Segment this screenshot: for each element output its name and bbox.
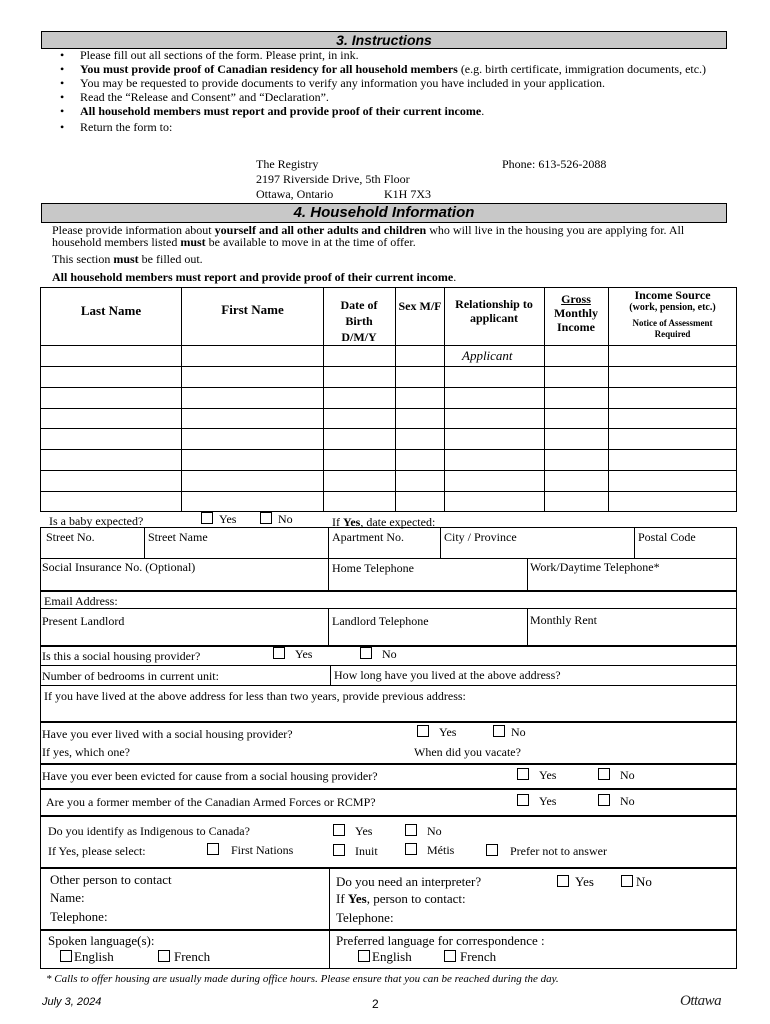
evicted-yes-option[interactable] [517, 768, 556, 782]
indigenous-yes-option[interactable] [333, 824, 372, 838]
footer-date: July 3, 2024 [42, 996, 102, 1008]
apartment-no-label: Apartment No. [332, 530, 404, 544]
text: Yes [343, 515, 361, 529]
intro-end: be available to move in at the time of offer. [205, 235, 416, 249]
checkbox[interactable] [360, 647, 372, 659]
address-city: Ottawa, Ontario [256, 187, 334, 201]
no-label: No [511, 725, 526, 739]
no-label: No [278, 512, 293, 526]
inuit-label: Inuit [355, 844, 378, 858]
inuit-option[interactable] [333, 844, 378, 858]
french-label: French [460, 949, 497, 964]
yes-label: Yes [539, 768, 557, 782]
header-notice: Notice of Assessment Required [632, 318, 713, 339]
filled-bold: must [113, 252, 139, 266]
section-3-title: 3. Instructions [41, 31, 727, 49]
checkbox[interactable] [598, 794, 610, 806]
yes-label: Yes [575, 874, 594, 889]
yes-label: Yes [539, 794, 557, 808]
postal-code-label: Postal Code [638, 530, 696, 544]
city-province-label: City / Province [444, 530, 517, 544]
header-income-source-sub: (work, pension, etc.) [629, 302, 716, 313]
no-label: No [636, 874, 652, 889]
if-yes-select-label: If Yes, please select: [48, 844, 146, 858]
work-telephone-label: Work/Daytime Telephone* [530, 560, 660, 574]
spoken-english-option[interactable] [60, 950, 114, 964]
income-note: All household members must report and provide proof of their current income. [52, 270, 457, 284]
indigenous-no-option[interactable] [405, 824, 442, 838]
when-vacate-label: When did you vacate? [414, 745, 521, 759]
baby-yes-option[interactable] [201, 512, 236, 526]
metis-label: Métis [427, 843, 455, 857]
intro-post: who will live in the housing you are applying for. All household members listed [52, 223, 685, 249]
interpreter-question: Do you need an interpreter? [336, 874, 482, 889]
header-first-name: First Name [221, 302, 284, 317]
checkbox[interactable] [207, 843, 219, 855]
header-relationship: Relationship to applicant [455, 297, 533, 325]
header-income-source: Income Source [634, 288, 711, 302]
checkbox[interactable] [273, 647, 285, 659]
applicant-label: Applicant [462, 348, 513, 363]
instructions-list [60, 48, 720, 134]
checkbox[interactable] [260, 512, 272, 524]
social-provider-question: Is this a social housing provider? [42, 649, 201, 663]
first-nations-label: First Nations [231, 843, 294, 857]
armed-yes-option[interactable] [517, 794, 556, 808]
checkbox[interactable] [621, 875, 633, 887]
income-bold: All household members must report and provide proof of their current income [80, 104, 482, 118]
header-gross: Gross [561, 292, 591, 306]
street-no-label: Street No. [46, 530, 95, 544]
filled-post: be filled out. [138, 252, 203, 266]
how-long-label: How long have you lived at the above address? [334, 668, 561, 682]
email-label: Email Address: [44, 594, 118, 608]
instruction-item: • Please fill out all sections of the form. Please print, in ink. [60, 48, 720, 62]
checkbox[interactable] [333, 844, 345, 856]
social-yes-option[interactable] [273, 647, 312, 661]
interpreter-yes-option[interactable] [557, 875, 594, 889]
residency-rest: (e.g. birth certificate, immigration documents, etc.) [457, 62, 707, 76]
interpreter-no-option[interactable] [621, 875, 652, 889]
instruction-item [60, 120, 720, 134]
no-label: No [620, 794, 635, 808]
prefer-not-label: Prefer not to answer [510, 844, 607, 858]
text: If [336, 891, 348, 906]
text: Yes [347, 891, 367, 906]
checkbox[interactable] [358, 950, 370, 962]
header-dob: Date of Birth D/M/Y [340, 298, 378, 344]
checkbox[interactable] [405, 824, 417, 836]
which-one-label: If yes, which one? [42, 745, 130, 759]
instruction-item: • You may be requested to provide documents to verify any information you have included in your application. [60, 76, 720, 90]
checkbox[interactable] [517, 768, 529, 780]
armed-forces-question: Are you a former member of the Canadian Armed Forces or RCMP? [46, 795, 376, 809]
header-monthly-income: Monthly Income [553, 306, 598, 334]
yes-label: Yes [355, 824, 373, 838]
section-4-title: 4. Household Information [41, 203, 727, 223]
preferred-french-option[interactable] [444, 950, 496, 964]
checkbox[interactable] [158, 950, 170, 962]
yes-label: Yes [219, 512, 237, 526]
checkbox[interactable] [333, 824, 345, 836]
prefer-not-option[interactable] [486, 844, 607, 858]
armed-no-option[interactable] [598, 794, 635, 808]
return-label: Return the form to: [80, 120, 173, 134]
checkbox[interactable] [486, 844, 498, 856]
bedrooms-label: Number of bedrooms in current unit: [42, 669, 219, 683]
household-intro [52, 224, 728, 248]
checkbox[interactable] [417, 725, 429, 737]
english-label: English [74, 949, 114, 964]
metis-option[interactable] [405, 843, 454, 857]
other-contact-label: Other person to contact [50, 872, 172, 887]
first-nations-option[interactable] [207, 843, 293, 857]
instruction-item: • Read the “Release and Consent” and “Declaration”. [60, 90, 720, 104]
english-label: English [372, 949, 412, 964]
filled-pre: This section [52, 252, 114, 266]
checkbox[interactable] [444, 950, 456, 962]
preferred-english-option[interactable] [358, 950, 412, 964]
checkbox[interactable] [517, 794, 529, 806]
evicted-no-option[interactable] [598, 768, 635, 782]
intro-pre: Please provide information about [52, 223, 215, 237]
intro-bold: yourself and all other adults and children [214, 223, 427, 237]
evicted-question: Have you ever been evicted for cause from a social housing provider? [42, 769, 378, 783]
section-must-note [52, 252, 203, 266]
yes-label: Yes [439, 725, 457, 739]
address-line1: The Registry [256, 157, 319, 171]
spoken-french-option[interactable] [158, 950, 210, 964]
monthly-rent-label: Monthly Rent [530, 613, 598, 627]
page-number: 2 [372, 997, 379, 1011]
checkbox[interactable] [60, 950, 72, 962]
yes-label: Yes [295, 647, 313, 661]
no-label: No [382, 647, 397, 661]
address-postal: K1H 7X3 [384, 187, 431, 201]
indigenous-question: Do you identify as Indigenous to Canada? [48, 824, 250, 838]
text: If [332, 515, 343, 529]
checkbox[interactable] [493, 725, 505, 737]
baby-expected-label: Is a baby expected? [49, 514, 144, 528]
previous-address-label: If you have lived at the above address for less than two years, provide previous address: [44, 689, 466, 703]
sin-label: Social Insurance No. (Optional) [42, 560, 196, 574]
registry-phone: Phone: 613-526-2088 [502, 157, 607, 171]
text: , date expected: [360, 515, 436, 529]
checkbox[interactable] [201, 512, 213, 524]
checkbox[interactable] [405, 843, 417, 855]
instruction-item [60, 62, 720, 76]
lived-no-option[interactable] [493, 725, 526, 739]
landlord-telephone-label: Landlord Telephone [332, 614, 429, 628]
french-label: French [174, 949, 211, 964]
no-label: No [620, 768, 635, 782]
street-name-label: Street Name [148, 530, 208, 544]
interpreter-contact-label [336, 892, 466, 906]
present-landlord-label: Present Landlord [42, 614, 125, 628]
footer-note: * Calls to offer housing are usually made during office hours. Please ensure that you can be reached during the day. [46, 973, 559, 985]
home-telephone-label: Home Telephone [332, 561, 414, 575]
contact-telephone-label: Telephone: [50, 909, 108, 924]
spoken-language-label: Spoken language(s): [48, 933, 155, 948]
residency-bold: You must provide proof of Canadian residency for all household members [80, 62, 458, 76]
checkbox[interactable] [598, 768, 610, 780]
ottawa-logo: Ottawa [680, 993, 722, 1009]
intro-must: must [180, 235, 206, 249]
lived-social-question: Have you ever lived with a social housing provider? [42, 727, 293, 741]
instruction-item: • All household members must report and provide proof of their current income. [60, 104, 720, 118]
header-sex: Sex M/F [398, 299, 442, 313]
lived-yes-option[interactable] [417, 725, 456, 739]
contact-name-label: Name: [50, 890, 85, 905]
preferred-language-label: Preferred language for correspondence : [336, 933, 545, 948]
address-line2: 2197 Riverside Drive, 5th Floor [256, 172, 410, 186]
baby-no-option[interactable] [260, 512, 293, 526]
interpreter-telephone-label: Telephone: [336, 910, 394, 925]
social-no-option[interactable] [360, 647, 397, 661]
checkbox[interactable] [557, 875, 569, 887]
header-last-name: Last Name [80, 303, 142, 318]
text: , person to contact: [366, 891, 466, 906]
no-label: No [427, 824, 442, 838]
income-note-text: All household members must report and provide proof of their current income [52, 270, 454, 284]
